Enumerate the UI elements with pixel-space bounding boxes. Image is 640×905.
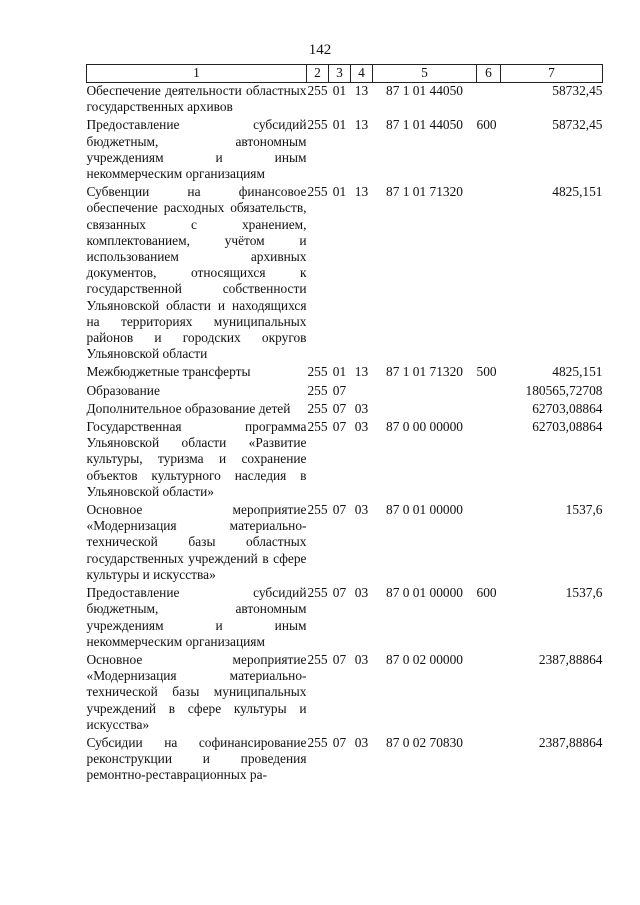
row-name-cell: Субвенции на финансовое обеспечение расходных обязательств, связанных с хранением, комплектованием, учётом и использованием архивных документов, относящихся к государственной собственности Ульяновской области и находящихся на территориях муниципальных районов и городских округов Ульяновской области bbox=[86, 184, 307, 362]
amount-cell: 4825,151 bbox=[552, 184, 603, 200]
expense-type-cell bbox=[477, 83, 501, 118]
target-article-cell: 87 1 01 44050 bbox=[386, 83, 463, 98]
table-row bbox=[87, 383, 603, 401]
row-name-cell: Предоставление субсидий бюджетным, автономным учреждениям и иным некоммерческим организациям bbox=[86, 585, 307, 649]
target-article-cell bbox=[373, 401, 477, 419]
row-name-cell: Субсидии на софинансирование реконструкции и проведения ремонтно-реставрационных ра- bbox=[86, 734, 307, 783]
admin-code-cell: 255 bbox=[307, 83, 328, 98]
expense-type-cell: 500 bbox=[476, 364, 497, 380]
admin-code-cell: 255 bbox=[307, 651, 328, 667]
section-code-cell: 01 bbox=[332, 117, 347, 133]
expense-type-cell bbox=[477, 652, 501, 735]
row-name-cell: Предоставление субсидий бюджетным, автономным учреждениям и иным некоммерческим организациям bbox=[86, 117, 307, 182]
subsection-code-cell: 03 bbox=[354, 419, 369, 435]
table-row bbox=[87, 117, 603, 184]
amount-cell: 62703,08864 bbox=[532, 400, 603, 416]
table-row bbox=[87, 364, 603, 382]
row-name-cell: Государственная программа Ульяновской области «Развитие культуры, туризма и сохранение объектов культурного наследия в Ульяновской области» bbox=[86, 419, 307, 499]
col-header-6: 6 bbox=[477, 65, 501, 83]
amount-cell: 2387,88864 bbox=[538, 734, 603, 750]
budget-table bbox=[86, 64, 603, 786]
amount-cell: 1537,6 bbox=[565, 502, 603, 518]
subsection-code-cell: 13 bbox=[354, 184, 369, 200]
subsection-code-cell: 13 bbox=[354, 364, 369, 380]
row-name-cell: Основное мероприятие «Модернизация материально-технической базы областных государственных учреждений в сфере культуры и искусства» bbox=[86, 502, 307, 582]
table-row bbox=[87, 401, 603, 419]
amount-cell: 62703,08864 bbox=[532, 419, 603, 435]
section-code-cell: 07 bbox=[332, 502, 347, 518]
subsection-code-cell: 03 bbox=[354, 502, 369, 518]
section-code-cell: 07 bbox=[332, 585, 347, 601]
expense-type-cell: 600 bbox=[476, 585, 497, 601]
section-code-cell: 01 bbox=[332, 184, 347, 200]
admin-code-cell: 255 bbox=[307, 502, 328, 518]
col-header-1: 1 bbox=[87, 65, 307, 83]
target-article-cell: 87 0 02 70830 bbox=[386, 734, 463, 750]
subsection-code-cell: 03 bbox=[354, 651, 369, 667]
section-code-cell: 01 bbox=[332, 83, 347, 98]
expense-type-cell bbox=[477, 735, 501, 786]
expense-type-cell: 600 bbox=[476, 117, 497, 133]
subsection-code-cell: 03 bbox=[354, 585, 369, 601]
expense-type-cell bbox=[477, 401, 501, 419]
col-header-5: 5 bbox=[373, 65, 477, 83]
row-name-cell: Дополнительное образование детей bbox=[86, 400, 291, 416]
col-header-4: 4 bbox=[351, 65, 373, 83]
admin-code-cell: 255 bbox=[307, 382, 328, 398]
admin-code-cell: 255 bbox=[307, 585, 328, 601]
section-code-cell: 07 bbox=[332, 419, 347, 435]
table-row bbox=[87, 652, 603, 735]
expense-type-cell bbox=[477, 419, 501, 502]
section-code-cell: 01 bbox=[332, 364, 347, 380]
admin-code-cell: 255 bbox=[307, 184, 328, 200]
admin-code-cell: 255 bbox=[307, 400, 328, 416]
table-row bbox=[87, 502, 603, 585]
target-article-cell: 87 0 01 00000 bbox=[386, 585, 463, 601]
amount-cell: 58732,45 bbox=[552, 83, 603, 98]
admin-code-cell: 255 bbox=[307, 419, 328, 435]
table-row bbox=[87, 184, 603, 364]
target-article-cell: 87 1 01 71320 bbox=[386, 184, 463, 200]
col-header-2: 2 bbox=[307, 65, 329, 83]
target-article-cell: 87 0 01 00000 bbox=[386, 502, 463, 518]
table-row bbox=[87, 585, 603, 652]
table-row bbox=[87, 419, 603, 502]
target-article-cell: 87 0 00 00000 bbox=[386, 419, 463, 435]
subsection-code-cell: 13 bbox=[354, 117, 369, 133]
amount-cell: 58732,45 bbox=[552, 117, 603, 133]
row-name-cell: Обеспечение деятельности областных государственных архивов bbox=[86, 83, 307, 115]
row-name-cell: Межбюджетные трансферты bbox=[86, 364, 251, 380]
target-article-cell bbox=[373, 383, 477, 401]
amount-cell: 4825,151 bbox=[552, 364, 603, 380]
section-code-cell: 07 bbox=[332, 651, 347, 667]
row-name-cell: Образование bbox=[86, 382, 160, 398]
subsection-code-cell: 03 bbox=[354, 734, 369, 750]
table-row bbox=[87, 83, 603, 118]
expense-type-cell bbox=[477, 184, 501, 364]
row-name-cell: Основное мероприятие «Модернизация материально-технической базы муниципальных учреждений в сфере культуры и искусства» bbox=[86, 651, 307, 732]
amount-cell: 2387,88864 bbox=[538, 651, 603, 667]
admin-code-cell: 255 bbox=[307, 364, 328, 380]
target-article-cell: 87 1 01 44050 bbox=[386, 117, 463, 133]
admin-code-cell: 255 bbox=[307, 117, 328, 133]
section-code-cell: 07 bbox=[332, 382, 347, 398]
table-row bbox=[87, 735, 603, 786]
header-row bbox=[87, 65, 603, 83]
target-article-cell: 87 0 02 00000 bbox=[386, 651, 463, 667]
expense-type-cell bbox=[477, 502, 501, 585]
col-header-3: 3 bbox=[329, 65, 351, 83]
page-number: 142 bbox=[308, 42, 332, 58]
section-code-cell: 07 bbox=[332, 400, 347, 416]
amount-cell: 180565,72708 bbox=[525, 382, 603, 398]
admin-code-cell: 255 bbox=[307, 734, 328, 750]
col-header-7: 7 bbox=[501, 65, 603, 83]
section-code-cell: 07 bbox=[332, 734, 347, 750]
subsection-code-cell: 03 bbox=[354, 400, 369, 416]
amount-cell: 1537,6 bbox=[565, 585, 603, 601]
subsection-code-cell: 13 bbox=[354, 83, 369, 98]
subsection-code-cell bbox=[351, 383, 373, 401]
expense-type-cell bbox=[477, 383, 501, 401]
target-article-cell: 87 1 01 71320 bbox=[386, 364, 463, 380]
